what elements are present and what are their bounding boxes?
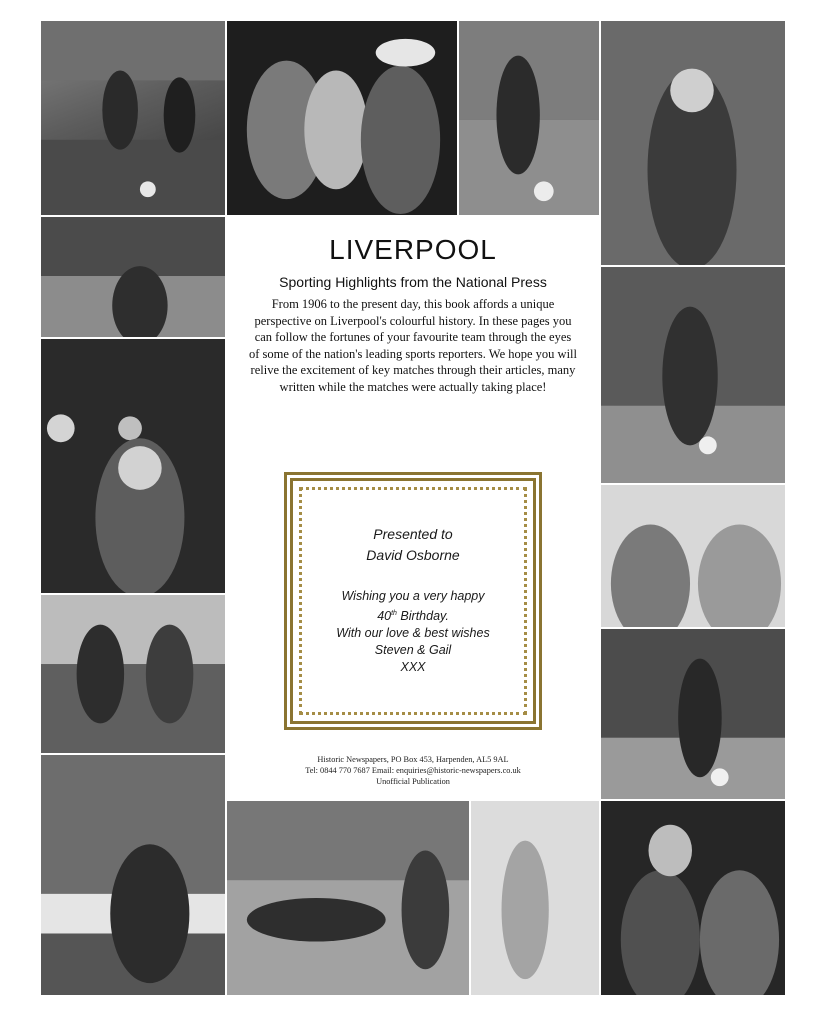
poster-page <box>40 20 786 996</box>
photo-player-running <box>600 628 786 800</box>
publisher-contact: Tel: 0844 770 7687 Email: enquiries@historic-newspapers.co.uk <box>305 766 521 775</box>
publisher-footer <box>226 754 600 787</box>
photo-players-chasing-ball <box>40 20 226 216</box>
photo-goalkeeper-kneeling <box>40 754 226 996</box>
photo-player-in-action <box>600 266 786 484</box>
photo-trophy-lift <box>600 800 786 996</box>
photo-diving-header <box>226 800 470 996</box>
photo-player-celebrating <box>40 338 226 594</box>
message-line: Steven & Gail <box>374 643 452 658</box>
photo-dressing-room-celebration <box>600 484 786 628</box>
photo-player-warming-up <box>40 216 226 338</box>
publication-note: Unofficial Publication <box>376 777 450 786</box>
photo-goal-celebration-net <box>470 800 600 996</box>
message-line: With our love & best wishes <box>336 626 490 641</box>
birthday-word: Birthday. <box>396 609 449 624</box>
birthday-suffix: th <box>391 610 397 617</box>
book-title: LIVERPOOL <box>329 234 497 265</box>
dedication-frame <box>284 472 542 730</box>
presented-to-label: Presented to <box>373 526 453 542</box>
birthday-line <box>302 605 524 625</box>
recipient-name: David Osborne <box>366 547 460 563</box>
photo-trophy-kiss <box>226 20 458 216</box>
publisher-address: Historic Newspapers, PO Box 453, Harpenden, AL5 9AL <box>317 755 509 764</box>
photo-player-portrait <box>600 20 786 266</box>
dedication-message <box>302 588 524 676</box>
birthday-number: 40 <box>377 609 392 624</box>
photo-goalmouth-scramble <box>40 594 226 754</box>
dedication-panel <box>299 487 527 715</box>
photo-player-dribbling <box>458 20 600 216</box>
intro-paragraph: From 1906 to the present day, this book affords a unique perspective on Liverpool's colourful history. In these pages you can follow the fortunes of your favourite team through the eyes of some of the nation's leading sports reporters. We hope you will relive the excitement of key matches through their articles, many written while the matches were actually taking place! <box>248 297 578 394</box>
message-line: XXX <box>400 660 426 675</box>
message-line: Wishing you a very happy <box>341 589 485 603</box>
center-panel <box>226 216 600 800</box>
book-subtitle: Sporting Highlights from the National Press <box>279 274 547 290</box>
